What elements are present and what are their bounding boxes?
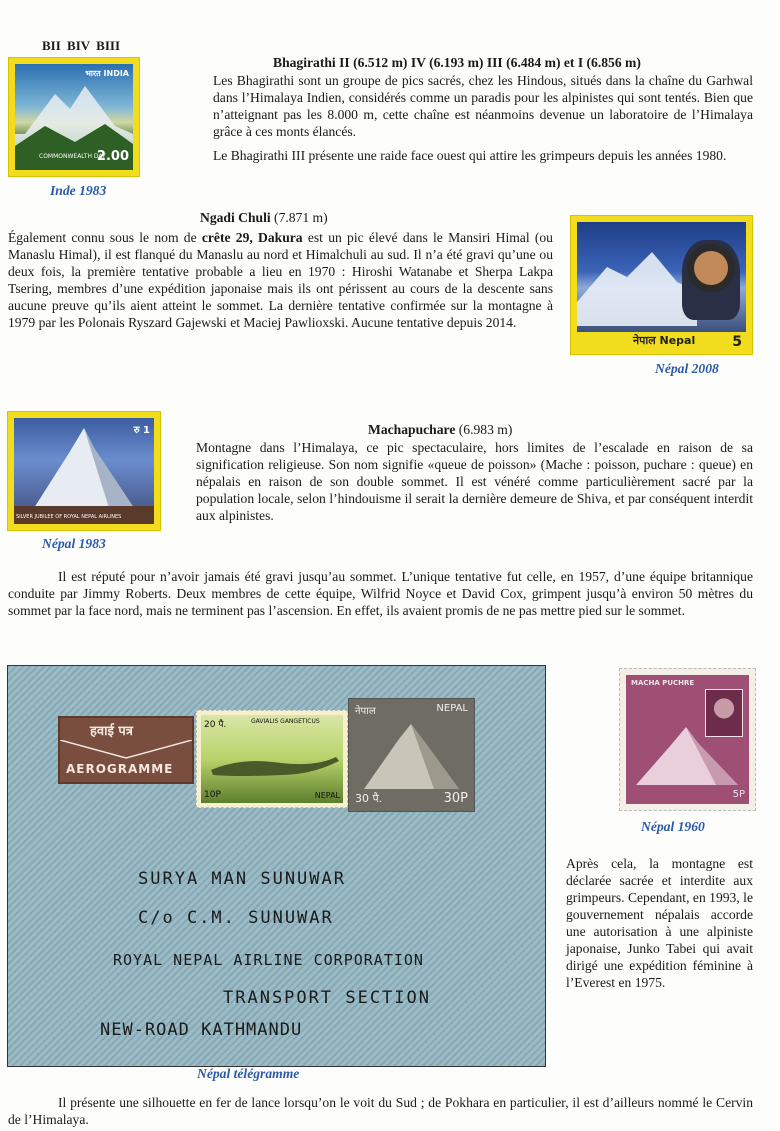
para-start: Également connu sous le nom de [8, 230, 202, 245]
nepal-1960-paragraph: Après cela, la montagne est déclarée sacrée et interdite aux grimpeurs. Cependant, en 1993, le gouvernement népalais accorde une autorisation à une alpiniste japonaise, Junko Tabei qui avait dirigé une expédition féminine à l’Everest en 1975. [566, 856, 753, 990]
stamp-caption: SILVER JUBILEE OF ROYAL NEPAL AIRLINES [16, 514, 122, 520]
envelope-flap-icon [60, 740, 192, 760]
heading-rest: (6.983 m) [455, 422, 513, 437]
stamp-gavial [196, 710, 348, 808]
bhagirathi-paragraph-1: Les Bhagirathi sont un groupe de pics sacrés, chez les Hindous, situés dans la chaîne du Garhwal dans l’Himalaya Indien, considérés comme un paradis pour les alpinistes qui sont tentés. Bien que n’atteignant pas les 8.000 m, cette chaîne est néanmoins devenue un laboratoire de l’Himalaya grâce à ces monts élancés. [213, 73, 753, 139]
stamp-value: रु 1 [133, 425, 150, 436]
bhagirathi-paragraph-2: Le Bhagirathi III présente une raide face ouest qui attire les grimpeurs depuis les années 1980. [213, 148, 727, 163]
aerogramme-letter [7, 665, 546, 1067]
stamp-nepal-1960 [619, 668, 756, 811]
stamp-title: MACHA PUCHRE [631, 679, 695, 687]
stamp-country: NEPAL [436, 703, 468, 714]
address-line-1: SURYA MAN SUNUWAR [138, 869, 346, 889]
stamp-value-devanagari: 30 पै. [355, 792, 383, 805]
stamp-country: नेपाल Nepal [633, 334, 696, 347]
caption-nepal-1960: Népal 1960 [641, 819, 705, 834]
footer-paragraph: Il présente une silhouette en fer de lance lorsqu’on le voit du Sud ; de Pokhara en particulier, il est d’ailleurs nommé le Cervin de l’Himalaya. [8, 1095, 753, 1127]
stamp-value: 5 [732, 334, 742, 350]
machapuchare-paragraph-1: Montagne dans l’Himalaya, ce pic spectaculaire, hors limites de l’escalade en raison de sa signification religieuse. Son nom signifie «queue de poisson» (Mache : poisson, puchare : queue) en népalais en raison de son double sommet. Il est vénéré comme particulièrement sacré par la population locale, selon l’hindouisme il serait la dernière demeure de Shiva, et par conséquent interdit aux alpinistes. [196, 440, 753, 523]
heading-bhagirathi [273, 55, 641, 71]
para-end: est un pic élevé dans le Mansiri Himal (ou Manaslu Himal), il est flanqué du Manaslu au nord et Himalchuli au sud. Il n’a été gravi qu’une ou deux fois, la première tentative probable a lieu en 1970 : Hiroshi Watanabe et Sherpa Lakpa Tsering, membres d’une expédition japonaise mais ils ont périssent au cours de la descente sans aucune preuve qu’ils aient atteint le sommet. La dernière tentative confirmée sur la montagne à 1979 par les Polonais Ryszard Gajewski et Maciej Pawlioxski. Aucune tentative depuis 2014. [8, 230, 553, 330]
stamp-value: 5P [732, 789, 745, 800]
ngadi-chuli-paragraph [8, 229, 553, 331]
stamp-country: भारत INDIA [85, 69, 129, 78]
stamp-caption: COMMONWEALTH DAY [39, 153, 106, 160]
stamp-value-top: 20 पै. [204, 720, 227, 730]
address-line-4: TRANSPORT SECTION [223, 988, 431, 1008]
portrait-photo [682, 240, 740, 320]
machapuchare-paragraph-2: Il est réputé pour n’avoir jamais été gravi jusqu’au sommet. L’unique tentative fut celle, en 1957, d’une équipe britannique conduite par Jimmy Roberts. Deux membres de cette équipe, Wilfrid Noyce et David Cox, grimpent jusqu’à environ 50 mètres du sommet par la face nord, mais ne terminent pas l’ascension. En effet, ils avaient promis de ne pas mettre pied sur le sommet. [8, 569, 753, 618]
address-line-3: ROYAL NEPAL AIRLINE CORPORATION [113, 951, 424, 969]
stamp-value: 30P [443, 791, 468, 806]
heading-rest: (6.512 m) IV (6.193 m) III (6.484 m) et I (6.856 m) [349, 55, 641, 70]
stamp-nepal-1983 [8, 412, 160, 530]
caption-nepal-1983: Népal 1983 [42, 536, 106, 551]
stamp-species: GAVIALIS GANGETICUS [251, 718, 320, 725]
caption-nepal-2008: Népal 2008 [655, 361, 719, 376]
aerogramme-title-devanagari: हवाई पत्र [90, 724, 133, 739]
caption-nepal-telegramme: Népal télégramme [197, 1066, 300, 1081]
stamp-value-bottom: 10P [204, 790, 221, 800]
heading-name: Bhagirathi II [273, 55, 350, 70]
para-bold: crête 29, Dakura [201, 230, 303, 245]
heading-name: Ngadi Chuli [200, 210, 271, 225]
stamp-mountain-30p [348, 698, 475, 812]
address-line-5: NEW-ROAD KATHMANDU [100, 1020, 303, 1040]
peak-codes: BII BIV BIII [42, 38, 121, 53]
stamp-india-1983 [9, 58, 139, 176]
aerogramme-title-latin: AEROGRAMME [66, 762, 174, 776]
aerogramme-label-box [58, 716, 194, 784]
heading-rest: (7.871 m) [270, 210, 328, 225]
heading-name: Machapuchare [368, 422, 456, 437]
address-line-2: C/o C.M. SUNUWAR [138, 908, 334, 928]
stamp-country: NEPAL [314, 791, 340, 800]
stamp-nepal-2008 [571, 216, 752, 354]
heading-machapuchare [368, 422, 512, 438]
stamp-country-devanagari: नेपाल [355, 706, 376, 717]
caption-inde-1983: Inde 1983 [50, 183, 107, 198]
mountain-illustration [626, 675, 749, 804]
heading-ngadi-chuli [200, 210, 328, 226]
stamp-value: 2.00 [96, 149, 129, 164]
